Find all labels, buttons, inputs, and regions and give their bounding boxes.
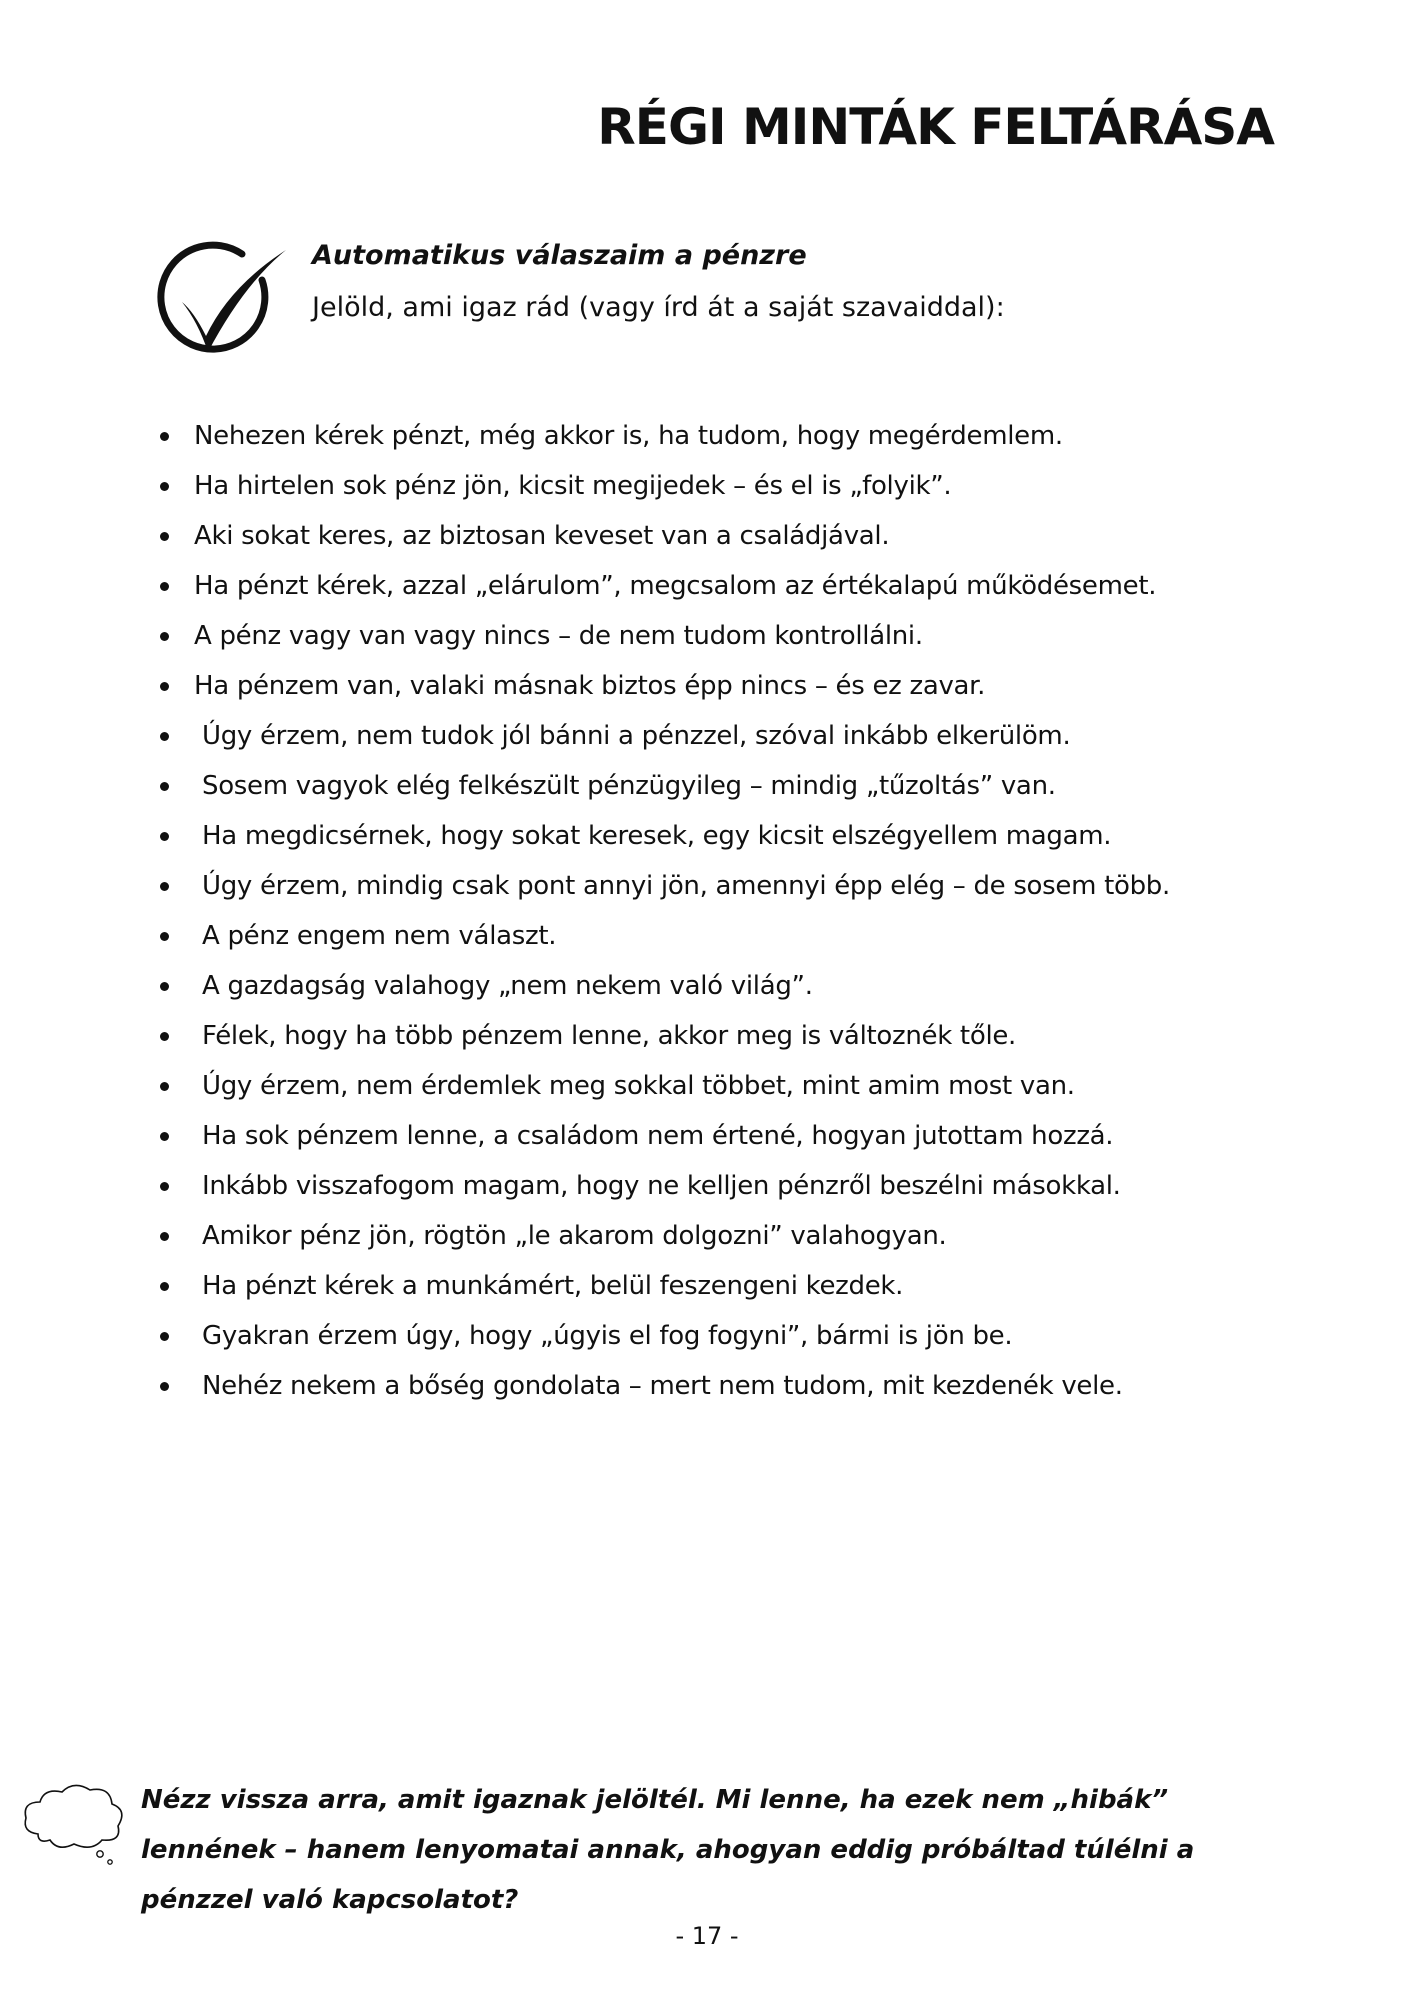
checkmark-circle-icon bbox=[150, 240, 290, 360]
statement-text: A pénz vagy van vagy nincs – de nem tudom kontrollálni. bbox=[194, 621, 923, 651]
bullet-icon bbox=[160, 1032, 169, 1041]
statement-text: Félek, hogy ha több pénzem lenne, akkor meg is változnék tőle. bbox=[202, 1021, 1017, 1051]
bullet-icon bbox=[160, 1182, 169, 1191]
statement-text: Ha pénzt kérek a munkámért, belül feszengeni kezdek. bbox=[202, 1271, 904, 1301]
page-number: - 17 - bbox=[675, 1922, 739, 1950]
section-heading: Automatikus válaszaim a pénzre bbox=[312, 240, 807, 271]
statement-text: Úgy érzem, nem érdemlek meg sokkal többet, mint amim most van. bbox=[202, 1071, 1075, 1101]
bullet-icon bbox=[160, 882, 169, 891]
statement-text: Nehezen kérek pénzt, még akkor is, ha tudom, hogy megérdemlem. bbox=[194, 421, 1063, 451]
statement-text: Gyakran érzem úgy, hogy „úgyis el fog fogyni”, bármi is jön be. bbox=[202, 1321, 1013, 1351]
statement-text: Amikor pénz jön, rögtön „le akarom dolgozni” valahogyan. bbox=[202, 1221, 947, 1251]
statement-text: Sosem vagyok elég felkészült pénzügyileg – mindig „tűzoltás” van. bbox=[202, 771, 1056, 801]
bullet-icon bbox=[160, 1082, 169, 1091]
bullet-icon bbox=[160, 832, 169, 841]
bullet-icon bbox=[160, 732, 169, 741]
bullet-icon bbox=[160, 582, 169, 591]
bullet-icon bbox=[160, 1232, 169, 1241]
bullet-icon bbox=[160, 782, 169, 791]
statement-text: Úgy érzem, mindig csak pont annyi jön, amennyi épp elég – de sosem több. bbox=[202, 871, 1170, 901]
statement-text: Ha pénzem van, valaki másnak biztos épp nincs – és ez zavar. bbox=[194, 671, 986, 701]
statement-text: Ha pénzt kérek, azzal „elárulom”, megcsalom az értékalapú működésemet. bbox=[194, 571, 1157, 601]
bullet-icon bbox=[160, 432, 169, 441]
bullet-icon bbox=[160, 532, 169, 541]
statement-text: Ha hirtelen sok pénz jön, kicsit megijedek – és el is „folyik”. bbox=[194, 471, 952, 501]
statement-text: Inkább visszafogom magam, hogy ne kelljen pénzről beszélni másokkal. bbox=[202, 1171, 1121, 1201]
bullet-icon bbox=[160, 1132, 169, 1141]
statement-text: Úgy érzem, nem tudok jól bánni a pénzzel, szóval inkább elkerülöm. bbox=[202, 721, 1071, 751]
bullet-icon bbox=[160, 982, 169, 991]
statement-text: Nehéz nekem a bőség gondolata – mert nem tudom, mit kezdenék vele. bbox=[202, 1371, 1123, 1401]
page-title: RÉGI MINTÁK FELTÁRÁSA bbox=[597, 98, 1274, 156]
bullet-icon bbox=[160, 1282, 169, 1291]
thought-cloud-icon bbox=[18, 1776, 128, 1866]
bullet-icon bbox=[160, 932, 169, 941]
bullet-icon bbox=[160, 1382, 169, 1391]
bullet-icon bbox=[160, 1332, 169, 1341]
instruction-text: Jelöld, ami igaz rád (vagy írd át a saját szavaiddal): bbox=[312, 292, 1005, 323]
statement-text: Ha sok pénzem lenne, a családom nem értené, hogyan jutottam hozzá. bbox=[202, 1121, 1114, 1151]
reflection-prompt: Nézz vissza arra, amit igaznak jelöltél. Mi lenne, ha ezek nem „hibák” lennének – hanem lenyomatai annak, ahogyan eddig próbáltad túlélni a pénzzel való kapcsolatot? bbox=[141, 1785, 1195, 1915]
statement-text: A gazdagság valahogy „nem nekem való világ”. bbox=[202, 971, 813, 1001]
bullet-icon bbox=[160, 482, 169, 491]
statement-text: A pénz engem nem választ. bbox=[202, 921, 557, 951]
bullet-icon bbox=[160, 632, 169, 641]
bullet-icon bbox=[160, 682, 169, 691]
statement-text: Ha megdicsérnek, hogy sokat keresek, egy kicsit elszégyellem magam. bbox=[202, 821, 1112, 851]
statement-text: Aki sokat keres, az biztosan keveset van a családjával. bbox=[194, 521, 890, 551]
